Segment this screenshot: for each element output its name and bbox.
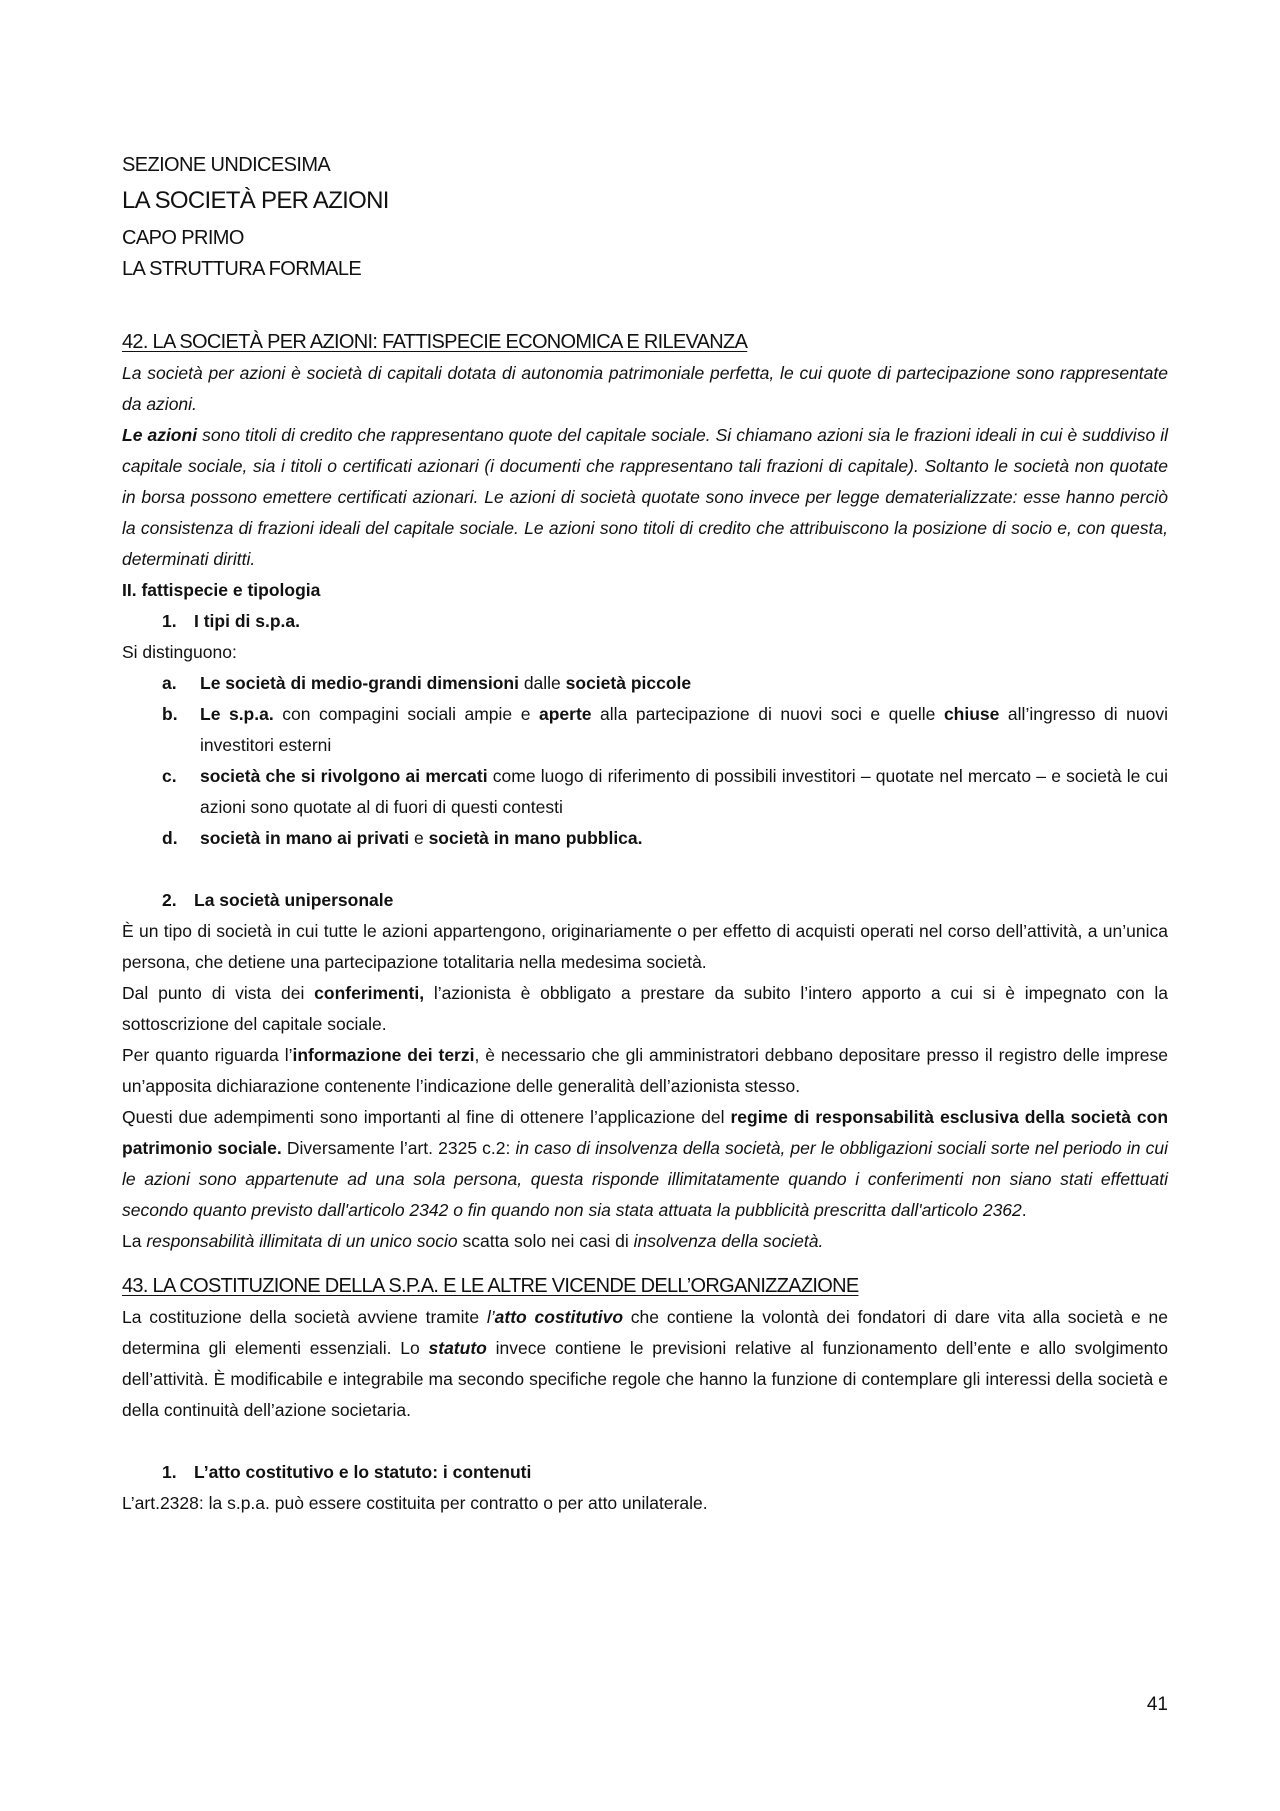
list-item-c <box>122 761 1168 823</box>
text: . <box>1021 1200 1027 1220</box>
text: La costituzione della società avviene tramite <box>122 1307 487 1327</box>
list-letter: b. <box>162 704 178 724</box>
paragraph-art2328: L’art.2328: la s.p.a. può essere costituita per contratto o per atto unilaterale. <box>122 1493 708 1513</box>
spacer <box>122 854 1168 885</box>
bold-italic-text: atto costitutivo <box>494 1307 624 1327</box>
text: Questi due adempimenti sono importanti al fine di ottenere l’applicazione del <box>122 1107 731 1127</box>
bold-text: conferimenti, <box>314 983 425 1003</box>
list-item-b <box>122 699 1168 761</box>
bold-text: regime di responsabilità esclusiva della società con patrimonio sociale. <box>122 1107 1169 1158</box>
item-title: La società unipersonale <box>194 890 394 910</box>
paragraph-informazione <box>122 1040 1168 1102</box>
text: con compagini sociali ampie e <box>273 704 539 724</box>
text: all’ingresso di nuovi investitori esterni <box>200 704 1169 755</box>
text: dalle <box>518 673 566 693</box>
list-letter: a. <box>162 673 177 693</box>
numbered-heading-atto <box>122 1457 1168 1488</box>
paragraph-azioni <box>122 420 1168 575</box>
italic-text: responsabilità illimitata di un unico socio <box>146 1231 458 1251</box>
heading-43: 43. LA COSTITUZIONE DELLA S.P.A. E LE ALTRE VICENDE DELL’ORGANIZZAZIONE <box>122 1275 859 1297</box>
item-number: 1. <box>162 1462 177 1482</box>
text: scatta solo nei casi di <box>457 1231 634 1251</box>
text: che contiene la volontà dei fondatori di dare vita alla società e ne determina gli elementi essenziali. Lo <box>122 1307 1169 1358</box>
italic-text: l’ <box>486 1307 495 1327</box>
item-number: 2. <box>162 890 177 910</box>
bold-text: chiuse <box>943 704 1000 724</box>
paragraph-unipersonale: È un tipo di società in cui tutte le azioni appartengono, originariamente o per effetto di acquisti operati nel corso dell’attività, a un’unica persona, che detiene una partecipazione totalitaria nella medesima società. <box>122 921 1168 972</box>
italic-text: in caso di insolvenza della società, per le obbligazioni sociali sorte nel periodo in cui le azioni sono appartenute ad una sola persona, questa risponde illimitatamente quando i conferimenti non siano stati effettuati secondo quanto previsto dall'articolo 2342 o fin quando non sia stata attuata la pubblicità prescritta dall'articolo 2362 <box>122 1138 1168 1220</box>
bold-text: società piccole <box>565 673 692 693</box>
item-number: 1. <box>162 611 177 631</box>
bold-text: Le società di medio-grandi dimensioni <box>200 673 519 693</box>
text: Diversamente l’art. 2325 c.2: <box>281 1138 516 1158</box>
bold-italic-text: statuto <box>428 1338 487 1358</box>
azioni-text: sono titoli di credito che rappresentano quote del capitale sociale. Si chiamano azioni sia le frazioni ideali in cui è suddiviso il capitale sociale, sia i titoli o certificati azionari (i documenti che rappresentano tali frazioni di capitale). Soltanto le società non quotate in borsa possono emettere certificati azionari. Le azioni di società quotate sono invece per legge dematerializzate: esse hanno perciò la consistenza di frazioni ideali del capitale sociale. Le azioni sono titoli di credito che attribuiscono la posizione di socio e, con questa, determinati diritti. <box>122 425 1168 569</box>
document-page <box>122 150 1168 1519</box>
list-item-d <box>122 823 1168 854</box>
text: La <box>122 1231 147 1251</box>
list-item-a <box>122 668 1168 699</box>
numbered-heading-tipi <box>122 606 1168 637</box>
bold-text: informazione dei terzi <box>292 1045 475 1065</box>
text: alla partecipazione di nuovi soci e quelle <box>591 704 944 724</box>
heading-42: 42. LA SOCIETÀ PER AZIONI: FATTISPECIE ECONOMICA E RILEVANZA <box>122 331 748 353</box>
list-letter: c. <box>162 766 177 786</box>
azioni-term: Le azioni <box>122 425 198 445</box>
subheading-fattispecie: II. fattispecie e tipologia <box>122 580 321 600</box>
text: , è necessario che gli amministratori debbano depositare presso il registro delle imprese un’apposita dichiarazione contenente l’indicazione delle generalità dell’azionista stesso. <box>122 1045 1168 1096</box>
bold-text: società in mano ai privati <box>200 828 410 848</box>
bold-text: società che si rivolgono ai mercati <box>200 766 488 786</box>
text: invece contiene le previsioni relative al funzionamento dell’ente e allo svolgimento dell’attività. È modificabile e integrabile ma secondo specifiche regole che hanno la funzione di contemplare gli interessi della società e della continuità dell’azione societaria. <box>122 1338 1168 1420</box>
item-title: I tipi di s.p.a. <box>194 611 300 631</box>
paragraph-conferimenti <box>122 978 1168 1040</box>
bold-text: aperte <box>538 704 592 724</box>
chapter-label: CAPO PRIMO <box>122 227 244 249</box>
bold-text: società in mano pubblica. <box>428 828 643 848</box>
text: come luogo di riferimento di possibili investitori – quotate nel mercato – e società le cui azioni sono quotate al di fuori di questi contesti <box>200 766 1168 817</box>
list-letter: d. <box>162 828 178 848</box>
text: Per quanto riguarda l’ <box>122 1045 293 1065</box>
paragraph-definition: La società per azioni è società di capitali dotata di autonomia patrimoniale perfetta, le cui quote di partecipazione sono rappresentate da azioni. <box>122 363 1168 414</box>
paragraph-responsabilita <box>122 1226 1168 1257</box>
text: l’azionista è obbligato a prestare da subito l’intero apporto a cui si è impegnato con la sottoscrizione del capitale sociale. <box>122 983 1168 1034</box>
italic-text: insolvenza della società. <box>633 1231 824 1251</box>
item-title: L’atto costitutivo e lo statuto: i contenuti <box>194 1462 532 1482</box>
text: e <box>409 828 429 848</box>
text: Dal punto di vista dei <box>122 983 315 1003</box>
bold-text: Le s.p.a. <box>200 704 274 724</box>
numbered-heading-unipersonale <box>122 885 1168 916</box>
page-number: 41 <box>1146 1694 1168 1715</box>
spacer <box>122 1426 1168 1457</box>
distinguish-text: Si distinguono: <box>122 642 237 662</box>
chapter-title: LA STRUTTURA FORMALE <box>122 258 362 280</box>
paragraph-costituzione <box>122 1302 1168 1426</box>
section-label: SEZIONE UNDICESIMA <box>122 154 331 176</box>
section-title: LA SOCIETÀ PER AZIONI <box>122 187 389 214</box>
paragraph-regime <box>122 1102 1168 1226</box>
